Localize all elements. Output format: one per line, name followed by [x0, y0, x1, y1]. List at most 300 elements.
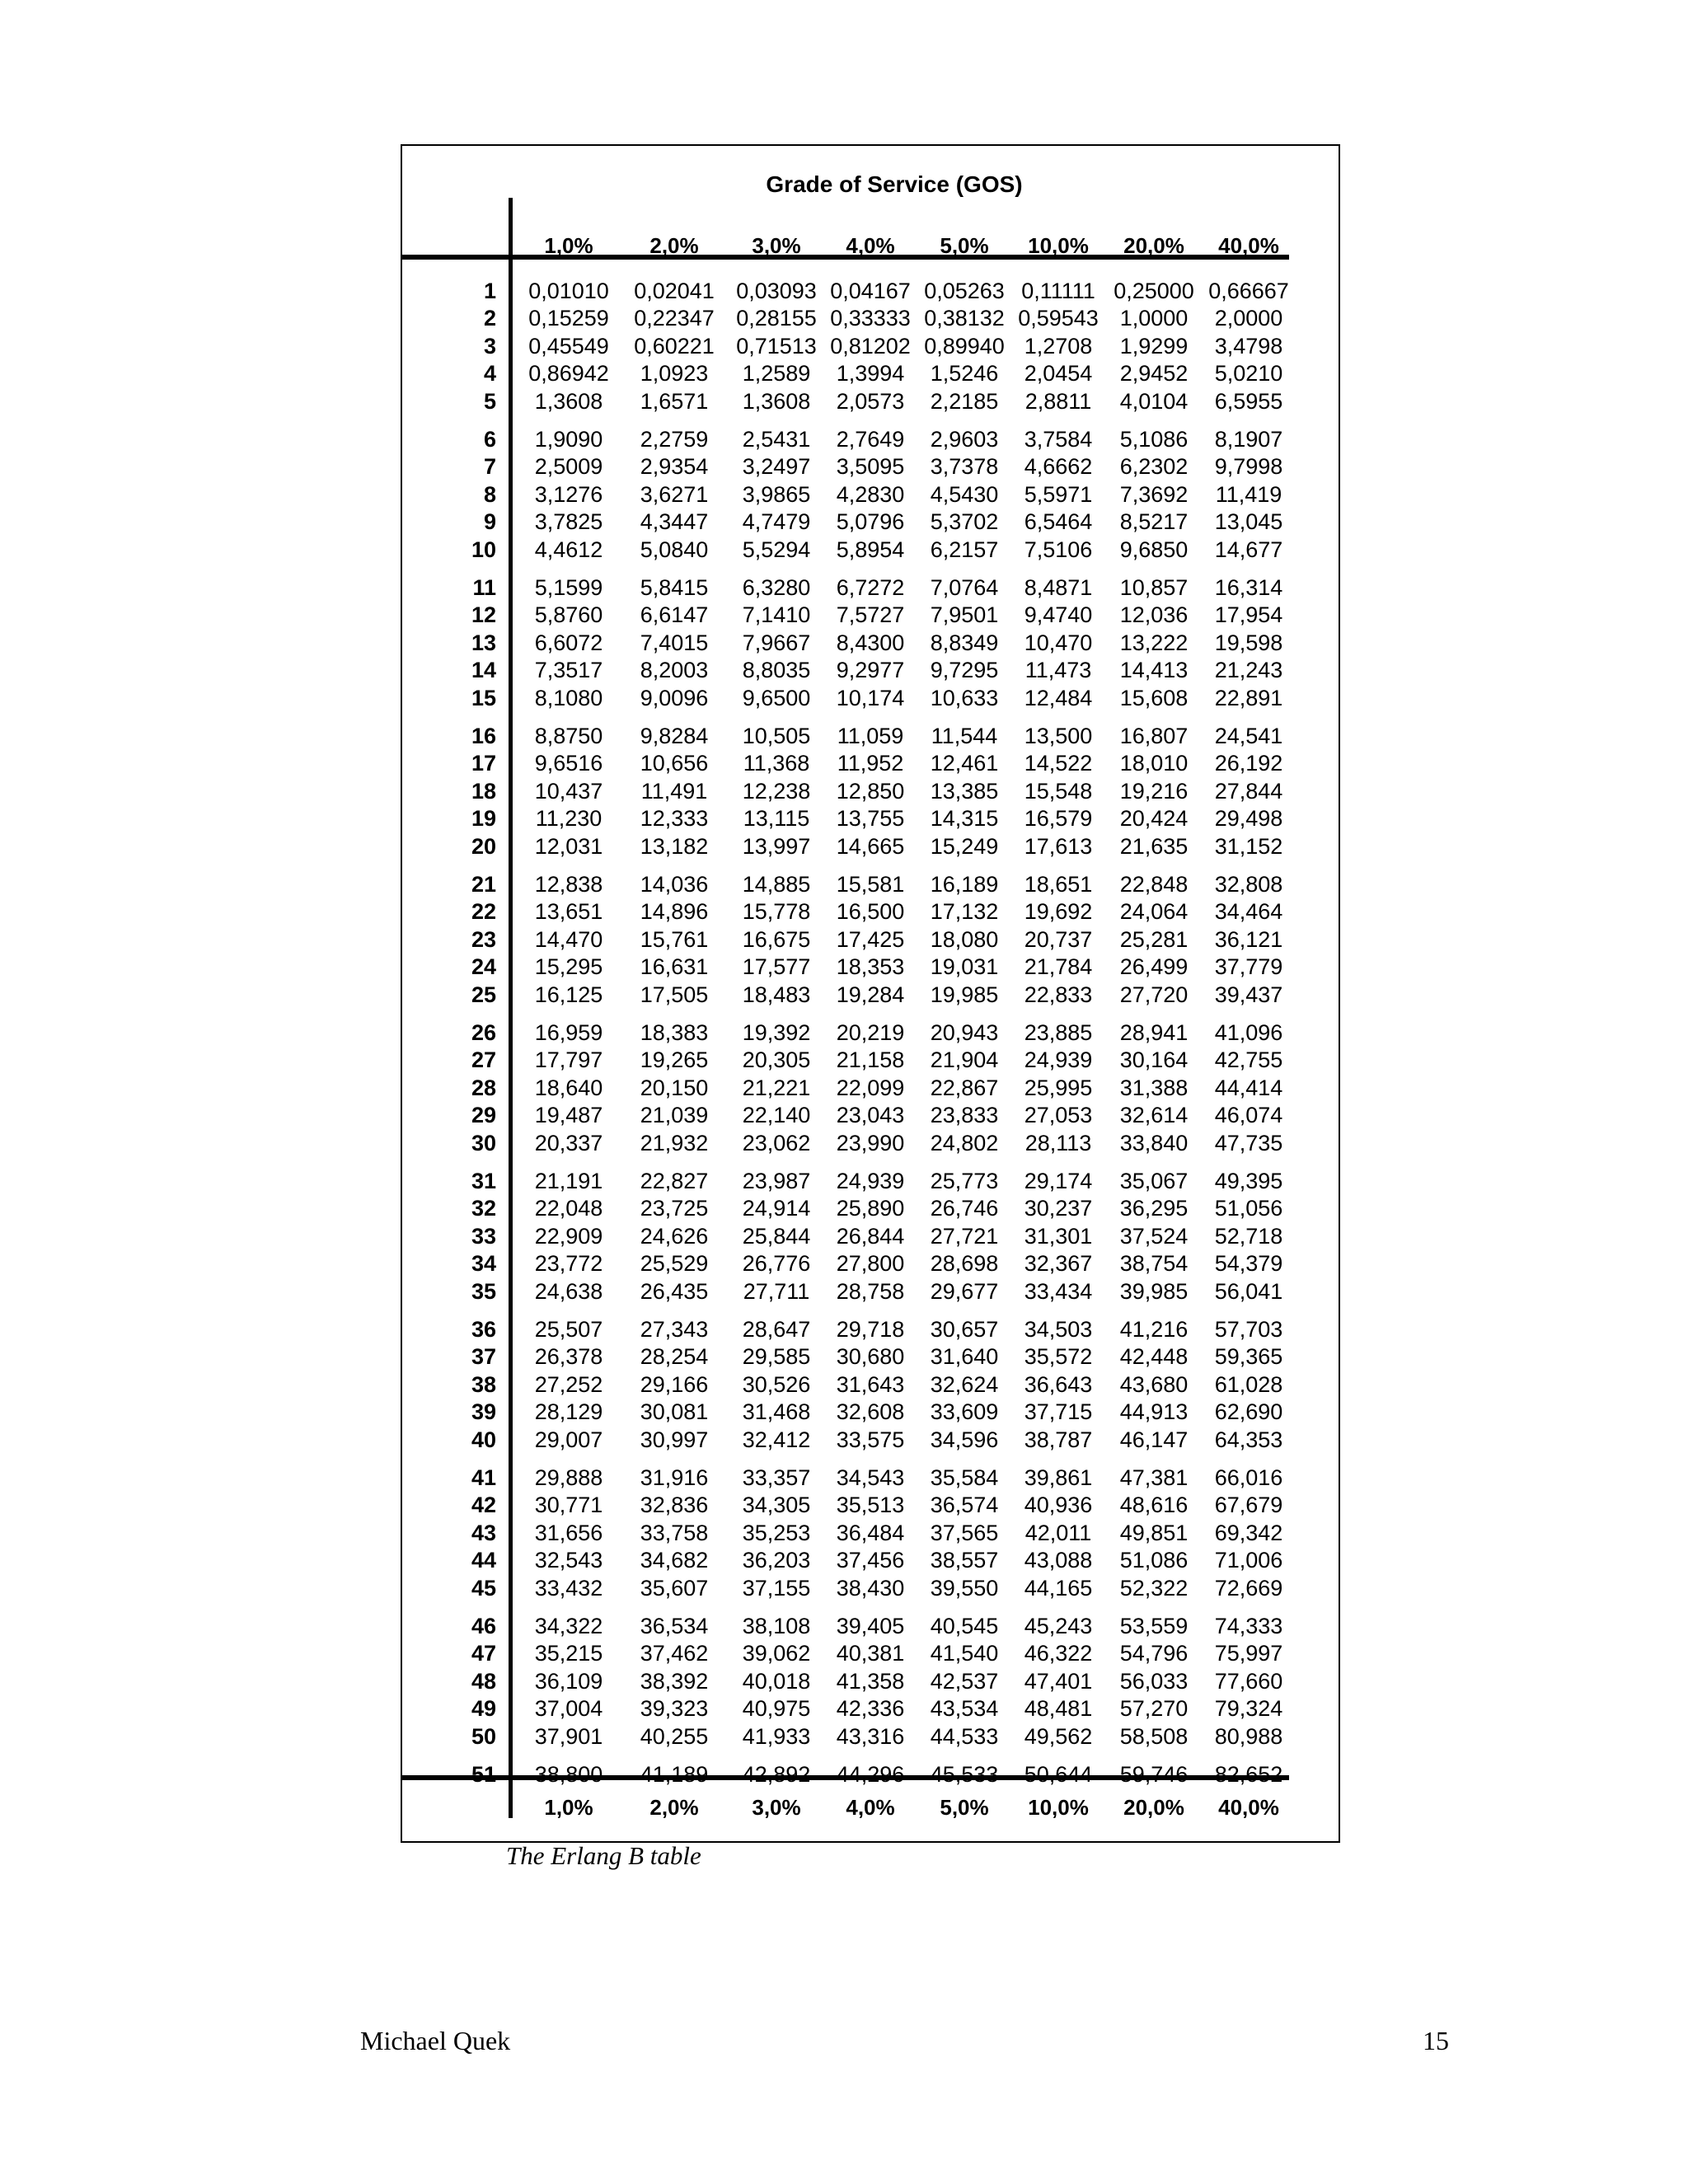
table-cell: 21,243 — [1214, 658, 1283, 683]
table-cell: 5,8760 — [534, 602, 603, 628]
table-cell: 9,4740 — [1024, 602, 1093, 628]
table-cell: 8,1907 — [1214, 427, 1283, 452]
row-number: 10 — [471, 537, 496, 562]
table-title: Grade of Service (GOS) — [766, 171, 1023, 197]
table-cell: 12,036 — [1119, 602, 1189, 628]
table-cell: 41,540 — [930, 1641, 999, 1666]
table-cell: 29,498 — [1214, 806, 1283, 832]
column-header-5: 5,0% — [940, 233, 989, 258]
table-cell: 22,827 — [640, 1169, 709, 1193]
table-cell: 64,353 — [1214, 1427, 1283, 1452]
table-cell: 3,7825 — [534, 509, 603, 535]
table-cell: 24,626 — [640, 1223, 709, 1249]
table-cell: 8,2003 — [640, 658, 709, 683]
table-cell: 0,45549 — [528, 333, 609, 359]
table-cell: 0,81202 — [830, 333, 911, 359]
footer-author: Michael Quek — [360, 2026, 511, 2055]
table-cell: 29,166 — [640, 1371, 709, 1397]
table-cell: 32,614 — [1119, 1103, 1189, 1128]
table-cell: 77,660 — [1214, 1668, 1283, 1694]
table-cell: 18,640 — [534, 1075, 603, 1100]
table-cell: 17,505 — [640, 982, 709, 1007]
table-cell: 18,651 — [1024, 872, 1093, 897]
table-cell: 38,557 — [930, 1548, 999, 1573]
table-cell: 4,6662 — [1024, 454, 1093, 480]
row-number: 5 — [483, 388, 496, 414]
table-cell: 40,255 — [640, 1723, 709, 1749]
table-cell: 36,534 — [640, 1614, 709, 1638]
table-cell: 10,505 — [742, 724, 811, 748]
table-cell: 0,71513 — [736, 333, 817, 359]
table-cell: 72,669 — [1214, 1575, 1283, 1601]
table-cell: 21,039 — [640, 1103, 709, 1128]
table-cell: 34,464 — [1214, 899, 1283, 925]
table-cell: 49,395 — [1214, 1169, 1283, 1193]
table-cell: 1,5246 — [930, 361, 999, 387]
table-cell: 47,381 — [1119, 1465, 1189, 1490]
row-number: 6 — [483, 427, 496, 452]
table-cell: 13,997 — [742, 833, 811, 859]
table-cell: 0,04167 — [830, 279, 911, 303]
table-cell: 5,8954 — [836, 537, 905, 562]
table-cell: 28,113 — [1025, 1130, 1092, 1155]
table-cell: 37,901 — [534, 1723, 603, 1749]
table-cell: 16,314 — [1214, 575, 1283, 600]
table-cell: 22,099 — [836, 1075, 905, 1100]
table-cell: 27,252 — [534, 1371, 603, 1397]
table-cell: 17,132 — [930, 899, 999, 925]
table-cell: 22,833 — [1024, 982, 1093, 1007]
row-number: 23 — [471, 926, 496, 952]
table-cell: 15,249 — [930, 833, 999, 859]
table-cell: 0,66667 — [1208, 279, 1289, 303]
table-cell: 8,1080 — [534, 685, 603, 710]
table-cell: 22,891 — [1214, 685, 1283, 710]
row-number: 47 — [471, 1641, 496, 1666]
table-cell: 32,608 — [836, 1399, 905, 1425]
table-cell: 15,548 — [1024, 778, 1093, 804]
table-cell: 32,367 — [1024, 1251, 1093, 1277]
row-number: 39 — [471, 1399, 496, 1425]
table-cell: 23,043 — [836, 1103, 905, 1128]
table-cell: 25,507 — [534, 1317, 603, 1342]
table-cell: 26,499 — [1119, 954, 1189, 980]
table-cell: 20,305 — [742, 1047, 811, 1073]
table-cell: 61,028 — [1214, 1371, 1283, 1397]
table-cell: 26,378 — [534, 1344, 603, 1370]
table-cell: 1,3608 — [534, 388, 603, 414]
table-cell: 19,284 — [836, 982, 905, 1007]
table-cell: 35,572 — [1024, 1344, 1093, 1370]
table-cell: 50,644 — [1024, 1762, 1093, 1787]
table-cell: 24,541 — [1214, 724, 1283, 748]
table-cell: 12,031 — [534, 833, 603, 859]
table-cell: 16,675 — [742, 926, 811, 952]
table-cell: 8,4871 — [1024, 575, 1093, 600]
table-cell: 71,006 — [1214, 1548, 1283, 1573]
table-cell: 8,5217 — [1119, 509, 1189, 535]
table-cell: 12,850 — [836, 778, 905, 804]
row-number: 18 — [471, 778, 496, 804]
table-cell: 37,524 — [1119, 1223, 1189, 1249]
table-cell: 10,633 — [930, 685, 999, 710]
table-cell: 35,215 — [534, 1641, 603, 1666]
table-cell: 30,680 — [836, 1344, 905, 1370]
table-cell: 57,270 — [1119, 1696, 1189, 1722]
table-cell: 23,885 — [1024, 1020, 1093, 1045]
table-cell: 3,1276 — [534, 481, 603, 507]
table-cell: 31,916 — [640, 1465, 709, 1490]
table-cell: 67,679 — [1214, 1493, 1283, 1518]
table-cell: 46,322 — [1024, 1641, 1093, 1666]
table-cell: 79,324 — [1214, 1696, 1283, 1722]
table-cell: 38,392 — [640, 1668, 709, 1694]
row-number: 36 — [471, 1317, 496, 1342]
table-cell: 52,718 — [1214, 1223, 1283, 1249]
table-cell: 33,434 — [1024, 1278, 1093, 1304]
column-header-3: 3,0% — [752, 233, 801, 258]
table-cell: 37,779 — [1214, 954, 1283, 980]
row-number: 16 — [471, 724, 496, 748]
table-cell: 31,656 — [534, 1520, 603, 1545]
table-cell: 34,503 — [1024, 1317, 1093, 1342]
table-cell: 33,609 — [930, 1399, 999, 1425]
table-cell: 46,074 — [1214, 1103, 1283, 1128]
table-cell: 44,913 — [1119, 1399, 1189, 1425]
table-cell: 21,904 — [930, 1047, 999, 1073]
column-header-7: 20,0% — [1123, 233, 1184, 258]
table-cell: 31,468 — [742, 1399, 811, 1425]
table-cell: 43,680 — [1119, 1371, 1189, 1397]
table-cell: 75,997 — [1214, 1641, 1283, 1666]
table-cell: 49,851 — [1119, 1520, 1189, 1545]
table-cell: 11,419 — [1215, 481, 1282, 507]
table-cell: 52,322 — [1119, 1575, 1189, 1601]
table-cell: 39,405 — [836, 1614, 905, 1638]
table-cell: 16,579 — [1024, 806, 1093, 832]
column-header-4: 4,0% — [846, 233, 895, 258]
table-cell: 6,3280 — [742, 575, 811, 600]
table-cell: 1,2708 — [1024, 333, 1093, 359]
table-cell: 32,808 — [1214, 872, 1283, 897]
table-cell: 20,337 — [534, 1130, 603, 1155]
table-cell: 21,932 — [640, 1130, 709, 1155]
table-cell: 36,295 — [1119, 1196, 1189, 1221]
table-cell: 8,8349 — [930, 630, 999, 655]
table-cell: 48,481 — [1024, 1696, 1093, 1722]
table-cell: 2,5431 — [742, 427, 811, 452]
row-number: 11 — [472, 575, 496, 600]
table-cell: 19,487 — [534, 1103, 603, 1128]
row-number: 49 — [471, 1696, 496, 1722]
table-cell: 16,959 — [534, 1020, 603, 1045]
table-cell: 7,3692 — [1119, 481, 1189, 507]
table-cell: 44,533 — [930, 1723, 999, 1749]
table-cell: 6,7272 — [836, 575, 905, 600]
table-cell: 27,720 — [1119, 982, 1189, 1007]
table-cell: 24,802 — [930, 1130, 999, 1155]
table-cell: 10,857 — [1119, 575, 1189, 600]
table-cell: 37,456 — [836, 1548, 905, 1573]
table-cell: 25,529 — [640, 1251, 709, 1277]
table-cell: 2,7649 — [836, 427, 905, 452]
table-cell: 4,2830 — [836, 481, 905, 507]
table-cell: 0,33333 — [830, 306, 911, 331]
table-cell: 28,941 — [1119, 1020, 1189, 1045]
table-cell: 15,761 — [640, 926, 709, 952]
table-cell: 27,711 — [743, 1278, 810, 1304]
table-cell: 42,755 — [1214, 1047, 1283, 1073]
table-cell: 30,997 — [640, 1427, 709, 1452]
table-cell: 17,613 — [1024, 833, 1093, 859]
table-cell: 1,9090 — [534, 427, 603, 452]
table-cell: 2,5009 — [534, 454, 603, 480]
table-cell: 43,534 — [930, 1696, 999, 1722]
table-cell: 0,05263 — [924, 279, 1005, 303]
table-cell: 6,5464 — [1024, 509, 1093, 535]
table-cell: 40,381 — [836, 1641, 905, 1666]
table-cell: 5,5294 — [742, 537, 811, 562]
table-cell: 28,758 — [836, 1278, 905, 1304]
table-cell: 9,2977 — [836, 658, 905, 683]
table-cell: 19,598 — [1214, 630, 1283, 655]
table-cell: 4,3447 — [640, 509, 709, 535]
column-header-1: 1,0% — [544, 233, 593, 258]
table-cell: 36,121 — [1214, 926, 1283, 952]
table-cell: 27,844 — [1214, 778, 1283, 804]
table-cell: 25,995 — [1024, 1075, 1093, 1100]
row-number: 34 — [471, 1251, 496, 1277]
table-cell: 16,500 — [836, 899, 905, 925]
table-cell: 33,432 — [534, 1575, 603, 1601]
table-cell: 14,896 — [640, 899, 709, 925]
table-cell: 29,007 — [534, 1427, 603, 1452]
table-cell: 14,036 — [640, 872, 709, 897]
column-header-2: 2,0% — [649, 233, 699, 258]
table-cell: 22,848 — [1119, 872, 1189, 897]
table-cell: 44,165 — [1024, 1575, 1093, 1601]
table-cell: 9,6516 — [534, 751, 603, 776]
table-cell: 40,936 — [1024, 1493, 1093, 1518]
row-number: 41 — [471, 1465, 496, 1490]
table-cell: 13,385 — [930, 778, 999, 804]
row-number: 9 — [483, 509, 496, 535]
table-cell: 0,86942 — [528, 361, 609, 387]
table-cell: 3,9865 — [742, 481, 811, 507]
table-cell: 16,807 — [1119, 724, 1189, 748]
row-number: 3 — [483, 333, 496, 359]
table-cell: 1,2589 — [742, 361, 811, 387]
table-cell: 29,585 — [742, 1344, 811, 1370]
table-cell: 29,718 — [836, 1317, 905, 1342]
column-header-6: 10,0% — [1028, 233, 1089, 258]
table-cell: 58,508 — [1119, 1723, 1189, 1749]
table-cell: 2,0000 — [1214, 306, 1283, 331]
table-cell: 38,108 — [742, 1614, 811, 1638]
row-number: 42 — [471, 1493, 496, 1518]
column-footer-1: 1,0% — [544, 1795, 593, 1820]
table-cell: 35,513 — [836, 1493, 905, 1518]
table-cell: 35,584 — [930, 1465, 999, 1490]
row-number: 26 — [471, 1020, 496, 1045]
table-cell: 10,437 — [534, 778, 603, 804]
table-cell: 42,448 — [1119, 1344, 1189, 1370]
table-cell: 56,033 — [1119, 1668, 1189, 1694]
table-cell: 36,574 — [930, 1493, 999, 1518]
row-number: 44 — [471, 1548, 496, 1573]
row-number: 37 — [471, 1344, 496, 1370]
table-cell: 4,4612 — [534, 537, 603, 562]
table-cell: 18,483 — [742, 982, 811, 1007]
table-cell: 28,254 — [640, 1344, 709, 1370]
table-cell: 8,8750 — [534, 724, 603, 748]
row-number: 30 — [471, 1130, 496, 1155]
row-number: 8 — [483, 481, 496, 507]
row-number: 51 — [471, 1762, 496, 1787]
table-cell: 12,484 — [1024, 685, 1093, 710]
column-footer-5: 5,0% — [940, 1795, 989, 1820]
table-cell: 13,651 — [534, 899, 603, 925]
table-cell: 12,838 — [534, 872, 603, 897]
table-cell: 13,045 — [1214, 509, 1283, 535]
table-cell: 66,016 — [1214, 1465, 1283, 1490]
table-cell: 38,430 — [836, 1575, 905, 1601]
table-cell: 13,115 — [743, 806, 810, 832]
table-cell: 36,109 — [534, 1668, 603, 1694]
table-cell: 56,041 — [1214, 1278, 1283, 1304]
table-cell: 18,080 — [930, 926, 999, 952]
table-cell: 7,5727 — [836, 602, 905, 628]
table-cell: 22,140 — [742, 1103, 811, 1128]
table-cell: 38,800 — [534, 1762, 603, 1787]
table-cell: 26,844 — [836, 1223, 905, 1249]
table-cell: 32,412 — [742, 1427, 811, 1452]
table-cell: 82,652 — [1214, 1762, 1283, 1787]
table-cell: 0,38132 — [924, 306, 1005, 331]
table-cell: 23,725 — [640, 1196, 709, 1221]
table-cell: 30,081 — [640, 1399, 709, 1425]
table-cell: 39,861 — [1024, 1465, 1093, 1490]
table-cell: 1,6571 — [640, 388, 709, 414]
table-cell: 42,336 — [836, 1696, 905, 1722]
table-cell: 34,322 — [534, 1614, 603, 1638]
table-cell: 54,796 — [1119, 1641, 1189, 1666]
table-cell: 2,9354 — [640, 454, 709, 480]
table-cell: 37,565 — [930, 1520, 999, 1545]
table-cell: 35,607 — [640, 1575, 709, 1601]
table-cell: 18,353 — [836, 954, 905, 980]
table-cell: 7,9501 — [930, 602, 999, 628]
table-cell: 13,500 — [1024, 724, 1093, 748]
table-cell: 37,004 — [534, 1696, 603, 1722]
row-number: 38 — [471, 1371, 496, 1397]
row-number: 50 — [471, 1723, 496, 1749]
table-cell: 26,746 — [930, 1196, 999, 1221]
table-cell: 23,987 — [742, 1169, 811, 1193]
table-cell: 62,690 — [1214, 1399, 1283, 1425]
table-cell: 14,315 — [930, 806, 999, 832]
table-cell: 13,222 — [1119, 630, 1189, 655]
table-cell: 0,25000 — [1114, 279, 1194, 303]
table-cell: 31,388 — [1119, 1075, 1189, 1100]
table-cell: 36,203 — [742, 1548, 811, 1573]
row-number: 2 — [483, 306, 496, 331]
table-cell: 20,219 — [836, 1020, 905, 1045]
table-cell: 25,281 — [1119, 926, 1189, 952]
table-cell: 0,22347 — [634, 306, 715, 331]
table-cell: 45,533 — [930, 1762, 999, 1787]
table-cell: 6,2157 — [930, 537, 999, 562]
table-cell: 5,8415 — [640, 575, 709, 600]
table-cell: 30,771 — [534, 1493, 603, 1518]
table-cell: 30,164 — [1119, 1047, 1189, 1073]
table-cell: 6,5955 — [1214, 388, 1283, 414]
page-number: 15 — [1423, 2026, 1449, 2055]
table-cell: 51,086 — [1119, 1548, 1189, 1573]
table-cell: 40,018 — [742, 1668, 811, 1694]
row-number: 45 — [471, 1575, 496, 1601]
table-cell: 22,867 — [930, 1075, 999, 1100]
row-number: 20 — [471, 833, 496, 859]
table-cell: 30,526 — [742, 1371, 811, 1397]
table-cell: 0,11111 — [1021, 279, 1095, 303]
table-cell: 5,1599 — [534, 575, 603, 600]
table-cell: 2,2185 — [930, 388, 999, 414]
row-number: 43 — [471, 1520, 496, 1545]
table-cell: 3,7378 — [930, 454, 999, 480]
table-cell: 39,437 — [1214, 982, 1283, 1007]
table-cell: 36,484 — [836, 1520, 905, 1545]
table-cell: 29,174 — [1024, 1169, 1093, 1193]
column-footer-2: 2,0% — [649, 1795, 699, 1820]
table-cell: 15,295 — [534, 954, 603, 980]
table-cell: 33,357 — [742, 1465, 811, 1490]
table-cell: 13,182 — [640, 833, 709, 859]
table-cell: 17,577 — [742, 954, 811, 980]
row-number: 29 — [471, 1103, 496, 1128]
table-cell: 28,129 — [534, 1399, 603, 1425]
table-cell: 54,379 — [1214, 1251, 1283, 1277]
table-cell: 11,059 — [837, 724, 904, 748]
table-cell: 26,776 — [742, 1251, 811, 1277]
table-cell: 0,28155 — [736, 306, 817, 331]
table-cell: 46,147 — [1119, 1427, 1189, 1452]
table-cell: 0,89940 — [924, 333, 1005, 359]
table-cell: 33,758 — [640, 1520, 709, 1545]
table-cell: 15,608 — [1119, 685, 1189, 710]
table-caption: The Erlang B table — [506, 1841, 701, 1870]
table-cell: 41,189 — [640, 1762, 709, 1787]
row-number: 40 — [471, 1427, 496, 1452]
table-cell: 22,909 — [534, 1223, 603, 1249]
table-cell: 15,778 — [742, 899, 811, 925]
table-cell: 7,5106 — [1024, 537, 1093, 562]
table-cell: 42,011 — [1025, 1520, 1092, 1545]
table-cell: 16,189 — [930, 872, 999, 897]
table-cell: 32,624 — [930, 1371, 999, 1397]
table-cell: 36,643 — [1024, 1371, 1093, 1397]
table-cell: 24,939 — [1024, 1047, 1093, 1073]
table-cell: 32,836 — [640, 1493, 709, 1518]
table-cell: 31,640 — [930, 1344, 999, 1370]
table-cell: 39,323 — [640, 1696, 709, 1722]
row-number: 4 — [483, 361, 496, 387]
table-cell: 5,0210 — [1214, 361, 1283, 387]
table-cell: 2,2759 — [640, 427, 709, 452]
row-number: 35 — [471, 1278, 496, 1304]
table-cell: 14,885 — [742, 872, 811, 897]
table-cell: 17,425 — [836, 926, 905, 952]
